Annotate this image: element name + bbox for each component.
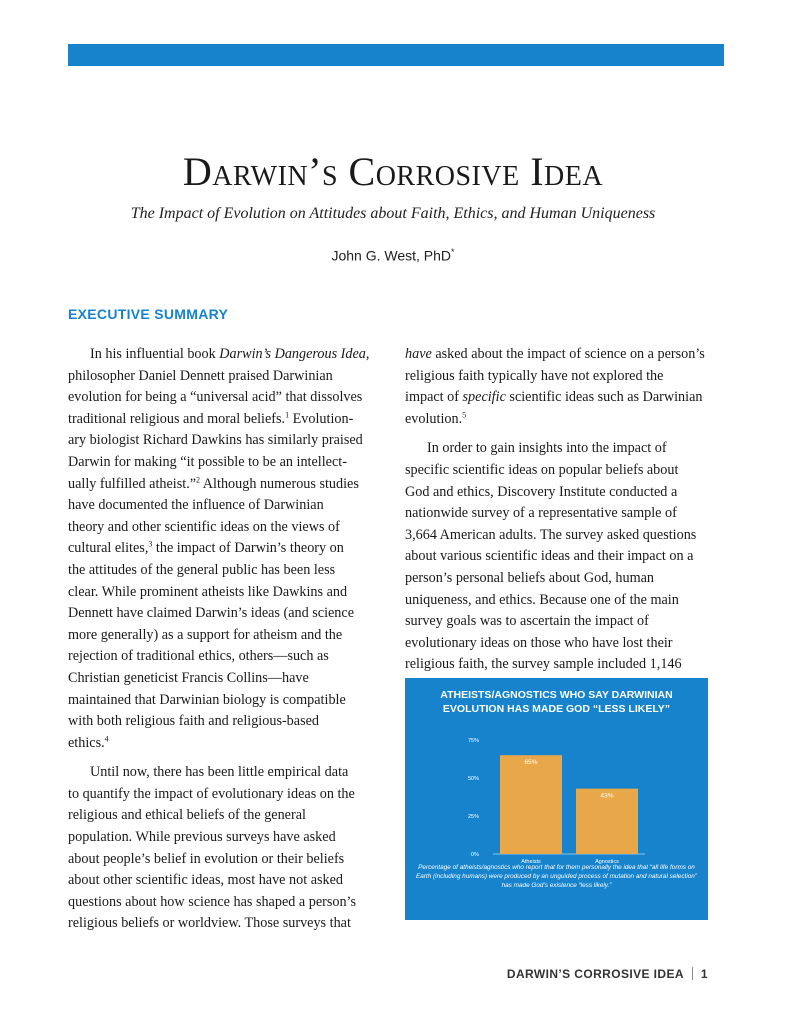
x-tick-label: Atheists bbox=[521, 859, 541, 865]
text-line bbox=[405, 546, 717, 568]
author-footnote-mark: * bbox=[451, 247, 455, 257]
text-line bbox=[68, 646, 378, 668]
text-run: philosopher Daniel Dennett praised Darwinian bbox=[68, 367, 333, 384]
text-line bbox=[405, 387, 717, 409]
text-line bbox=[405, 568, 717, 590]
text-line bbox=[68, 366, 378, 388]
text-line bbox=[68, 430, 378, 452]
text-run: religious beliefs or worldview. Those surveys that bbox=[68, 915, 351, 932]
text-run: scientific ideas such as Darwinian bbox=[505, 389, 703, 406]
text-line bbox=[68, 870, 378, 892]
footer-divider bbox=[692, 967, 693, 980]
italic-text: Darwin’s Dangerous Idea, bbox=[219, 346, 370, 362]
text-line bbox=[68, 474, 378, 496]
text-run: evolution. bbox=[405, 410, 463, 427]
text-line bbox=[405, 482, 717, 504]
text-line bbox=[68, 603, 378, 625]
text-run: Evolution- bbox=[289, 410, 354, 427]
bar-value-label: 65% bbox=[524, 759, 538, 767]
text-line bbox=[68, 538, 378, 560]
text-run: ary biologist Richard Dawkins has similarly praised bbox=[68, 432, 363, 449]
italic-text: have bbox=[405, 346, 432, 362]
bar-atheists bbox=[500, 755, 562, 854]
text-run: impact of bbox=[405, 389, 463, 406]
text-run: ethics. bbox=[68, 734, 105, 751]
text-run: to quantify the impact of evolutionary ideas on the bbox=[68, 785, 355, 802]
text-run: questions about how science has shaped a person’s bbox=[68, 893, 357, 910]
text-run: God and ethics, Discovery Institute conducted a bbox=[405, 483, 678, 500]
text-run: person’s personal beliefs about God, human bbox=[405, 569, 655, 586]
footnote-reference: 1 bbox=[285, 410, 290, 420]
author-line bbox=[0, 247, 786, 264]
text-run: religious faith, the survey sample included 1,146 bbox=[405, 656, 682, 673]
text-line bbox=[68, 849, 378, 871]
text-line bbox=[68, 517, 378, 539]
text-run: have documented the influence of Darwinian bbox=[68, 497, 324, 514]
text-line bbox=[68, 344, 378, 366]
text-line bbox=[405, 460, 717, 482]
text-line bbox=[68, 495, 378, 517]
text-run: evolution for being a “universal acid” that dissolves bbox=[68, 389, 363, 406]
text-run: cultural elites, bbox=[68, 540, 149, 557]
section-heading: EXECUTIVE SUMMARY bbox=[68, 306, 229, 322]
text-line bbox=[68, 582, 378, 604]
text-run: 3,664 American adults. The survey asked questions bbox=[405, 526, 697, 543]
text-run: nationwide survey of a representative sample of bbox=[405, 505, 677, 522]
text-run: about various scientific ideas and their impact on a bbox=[405, 548, 694, 565]
text-line bbox=[405, 590, 717, 612]
chart-panel bbox=[405, 678, 708, 920]
text-run: Dennett have claimed Darwin’s ideas (and science bbox=[68, 605, 354, 622]
text-run: more generally) as a support for atheism and the bbox=[68, 626, 343, 643]
text-run: Darwin for making “it possible to be an intellect- bbox=[68, 453, 347, 470]
text-line bbox=[68, 892, 378, 914]
text-line bbox=[68, 805, 378, 827]
y-tick-label: 50% bbox=[467, 776, 479, 782]
document-subtitle: The Impact of Evolution on Attitudes about Faith, Ethics, and Human Uniqueness bbox=[130, 205, 656, 222]
text-run: the impact of Darwin’s theory on bbox=[152, 540, 344, 557]
text-run: specific scientific ideas on popular beliefs about bbox=[405, 461, 679, 478]
text-run: Christian geneticist Francis Collins—have bbox=[68, 669, 309, 686]
text-line bbox=[405, 438, 717, 460]
chart-caption: Percentage of atheists/agnostics who report that for them personally the idea that “all life forms on Earth (including humans) were produced by an unguided process of mutation and natural selection” has made God’s existence “less likely.” bbox=[415, 864, 697, 889]
text-line bbox=[68, 913, 378, 935]
text-line bbox=[405, 654, 717, 676]
text-line bbox=[68, 452, 378, 474]
text-run: rejection of traditional ethics, others—such as bbox=[68, 648, 329, 665]
text-line bbox=[68, 711, 378, 733]
page-number: 1 bbox=[700, 967, 708, 981]
text-line bbox=[68, 625, 378, 647]
y-tick-label: 25% bbox=[467, 814, 479, 820]
chart-title-line: EVOLUTION HAS MADE GOD “LESS LIKELY” bbox=[442, 703, 671, 715]
footnote-reference: 5 bbox=[462, 410, 467, 420]
text-run: theory and other scientific ideas on the views of bbox=[68, 518, 340, 535]
footer-title: DARWIN’S CORROSIVE IDEA bbox=[506, 967, 684, 981]
text-run: In order to gain insights into the impact of bbox=[427, 440, 667, 457]
chart-title-line: ATHEISTS/AGNOSTICS WHO SAY DARWINIAN bbox=[440, 689, 673, 701]
page-footer bbox=[507, 967, 708, 981]
text-line bbox=[68, 409, 378, 431]
text-run: asked about the impact of science on a person’s bbox=[431, 346, 705, 362]
text-run: Until now, there has been little empirical data bbox=[90, 764, 349, 781]
text-line bbox=[405, 344, 717, 366]
text-run: Although numerous studies bbox=[200, 475, 359, 492]
body-column-left bbox=[68, 344, 378, 935]
paragraph-gap bbox=[68, 754, 378, 762]
text-line bbox=[68, 733, 378, 755]
body-column-right bbox=[405, 344, 717, 676]
bar-value-label: 43% bbox=[600, 792, 614, 800]
document-title: Darwin’s Corrosive Idea bbox=[182, 149, 604, 194]
text-run: religious and ethical beliefs of the general bbox=[68, 807, 306, 824]
text-run: clear. While prominent atheists like Dawkins and bbox=[68, 583, 348, 600]
text-run: with both religious faith and religious-based bbox=[68, 713, 319, 730]
text-line bbox=[68, 784, 378, 806]
footnote-reference: 3 bbox=[148, 539, 153, 549]
header-accent-bar bbox=[68, 44, 724, 66]
paragraph-gap bbox=[405, 430, 717, 438]
text-line bbox=[68, 387, 378, 409]
text-line bbox=[405, 525, 717, 547]
text-run: evolutionary ideas on those who have lost their bbox=[405, 634, 673, 651]
text-run: traditional religious and moral beliefs. bbox=[68, 410, 286, 427]
text-run: population. While previous surveys have asked bbox=[68, 829, 336, 846]
text-line bbox=[405, 409, 717, 431]
text-line bbox=[68, 690, 378, 712]
x-tick-label: Agnostics bbox=[595, 859, 619, 865]
text-run: uniqueness, and ethics. Because one of the main bbox=[405, 591, 679, 608]
text-line bbox=[68, 762, 378, 784]
text-line bbox=[68, 668, 378, 690]
italic-text: specific bbox=[462, 389, 506, 406]
text-line bbox=[68, 827, 378, 849]
text-run: In his influential book bbox=[90, 346, 220, 362]
text-run: ually fulfilled atheist.” bbox=[68, 475, 197, 492]
text-line bbox=[405, 611, 717, 633]
text-line bbox=[405, 366, 717, 388]
text-run: survey goals was to ascertain the impact of bbox=[405, 613, 649, 630]
author-name: John G. West, PhD bbox=[331, 247, 452, 264]
footnote-reference: 2 bbox=[196, 474, 201, 484]
y-tick-label: 75% bbox=[467, 738, 479, 744]
text-line bbox=[405, 633, 717, 655]
text-run: about other scientific ideas, most have not asked bbox=[68, 872, 344, 889]
text-line bbox=[68, 560, 378, 582]
footnote-reference: 4 bbox=[104, 733, 109, 743]
text-line bbox=[405, 503, 717, 525]
y-tick-label: 0% bbox=[471, 852, 479, 858]
text-run: religious faith typically have not explored the bbox=[405, 367, 664, 384]
text-run: maintained that Darwinian biology is compatible bbox=[68, 691, 346, 708]
text-run: about people’s belief in evolution or their beliefs bbox=[68, 850, 345, 867]
text-run: the attitudes of the general public has been less bbox=[68, 561, 336, 578]
